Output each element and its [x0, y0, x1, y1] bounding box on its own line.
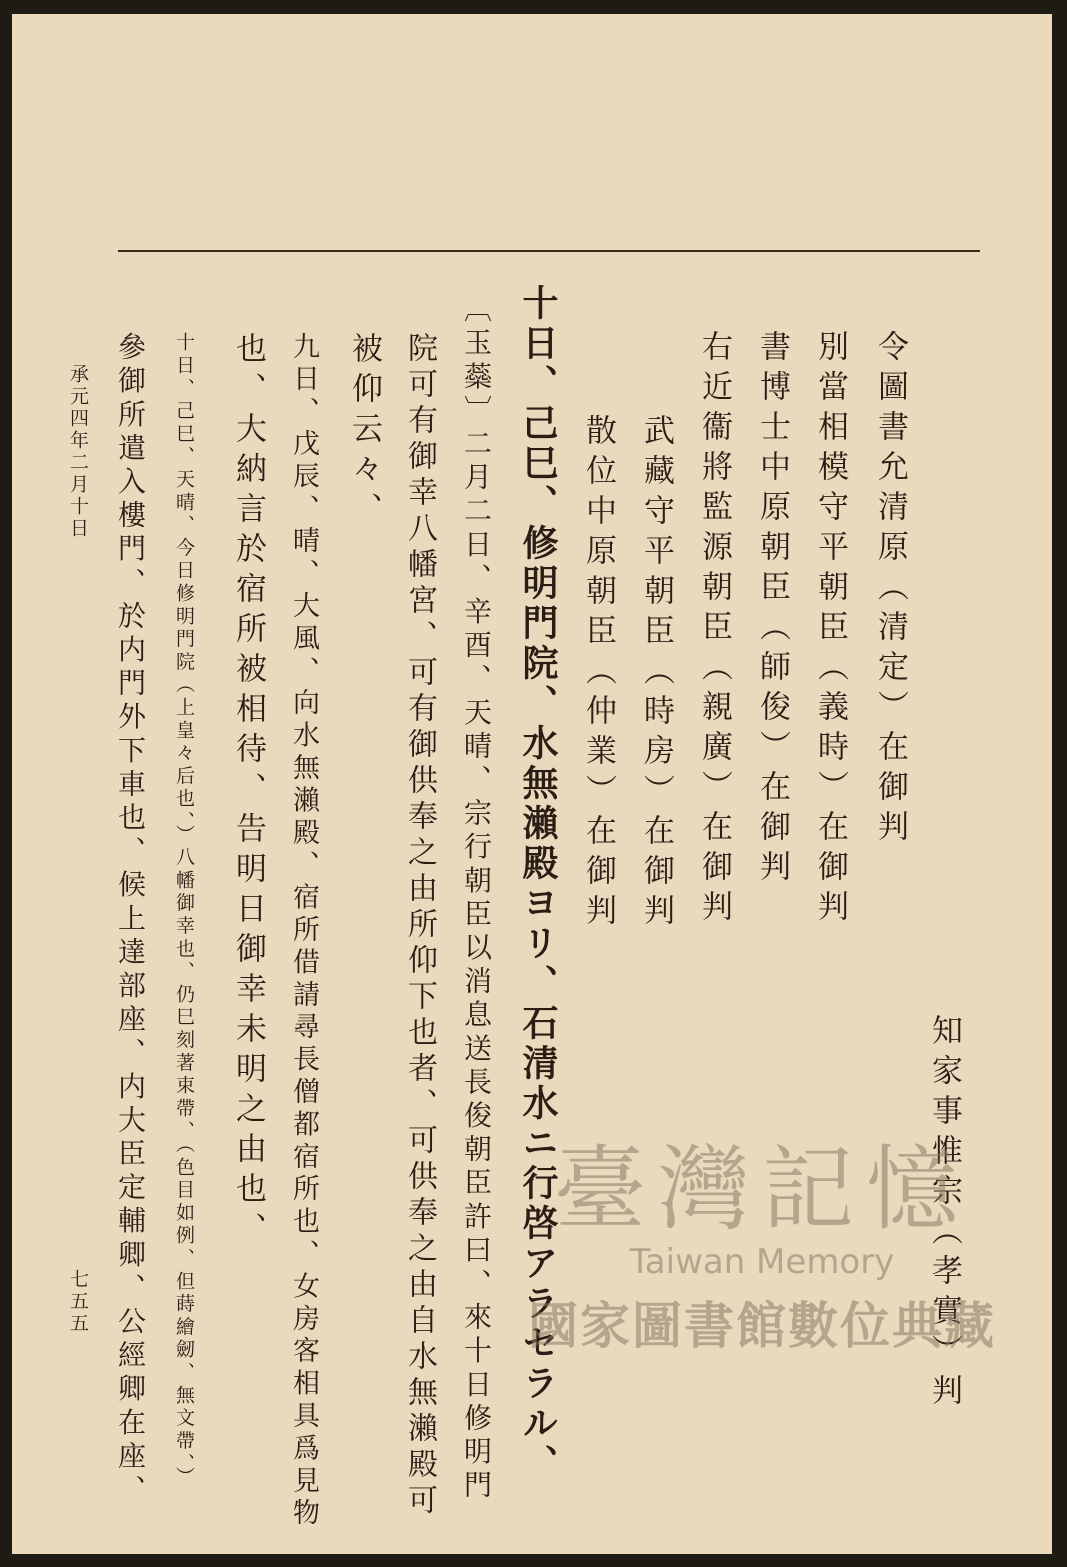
- document-page: [12, 14, 1052, 1554]
- running-date: 承元四年二月十日: [67, 364, 89, 540]
- body-line-2: 院可有御幸八幡宮、可有御供奉之由所仰下也者、可供奉之由自水無瀨殿可: [402, 332, 437, 1520]
- watermark-subtitle: 國家圖書館數位典藏: [528, 1297, 996, 1355]
- body-line-1: 〔玉蘂〕二月二日、辛酉、天晴、宗行朝臣以消息送長俊朝臣許曰、來十日修明門: [460, 294, 493, 1504]
- body-line-7: 參御所遣入樓門、於内門外下車也、候上達部座、内大臣定輔卿、公經卿在座、: [114, 332, 147, 1508]
- watermark-logo-text: 臺灣記憶: [553, 1136, 970, 1243]
- signature-line-3: 書博士中原朝臣（師俊）在御判: [754, 330, 790, 890]
- body-line-3: 被仰云々、: [346, 332, 382, 532]
- watermark-english: Taiwan Memory: [629, 1242, 895, 1282]
- signature-line-2: 別當相模守平朝臣（義時）在御判: [812, 330, 848, 930]
- divider-line: [118, 250, 980, 252]
- signature-line-5: 武藏守平朝臣（時房）在御判: [638, 414, 674, 934]
- signature-line-6: 散位中原朝臣（仲業）在御判: [580, 414, 616, 934]
- signature-line-1: 令圖書允清原（清定）在御判: [872, 330, 908, 850]
- body-line-6: 十日、己巳、天晴、今日修明門院（上皇々后也、）八幡御幸也、仍巳刻著束帶、（色目如例、但蒔繪劒、無文帶、）: [173, 332, 195, 1490]
- entry-heading: 十日、己巳、修明門院、水無瀨殿ヨリ、石清水ニ行啓アラセラル、: [517, 284, 559, 1484]
- clerk-signature: 知家事惟宗（孝實）判: [926, 1014, 962, 1414]
- body-line-5: 也、大納言於宿所被相待、告明日御幸未明之由也、: [230, 332, 266, 1252]
- page-number: 七五五: [67, 1269, 89, 1335]
- body-line-4: 九日、戊辰、晴、大風、向水無瀨殿、宿所借請尋長僧都宿所也、女房客相具爲見物: [288, 332, 319, 1531]
- signature-line-4: 右近衞將監源朝臣（親廣）在御判: [696, 330, 732, 930]
